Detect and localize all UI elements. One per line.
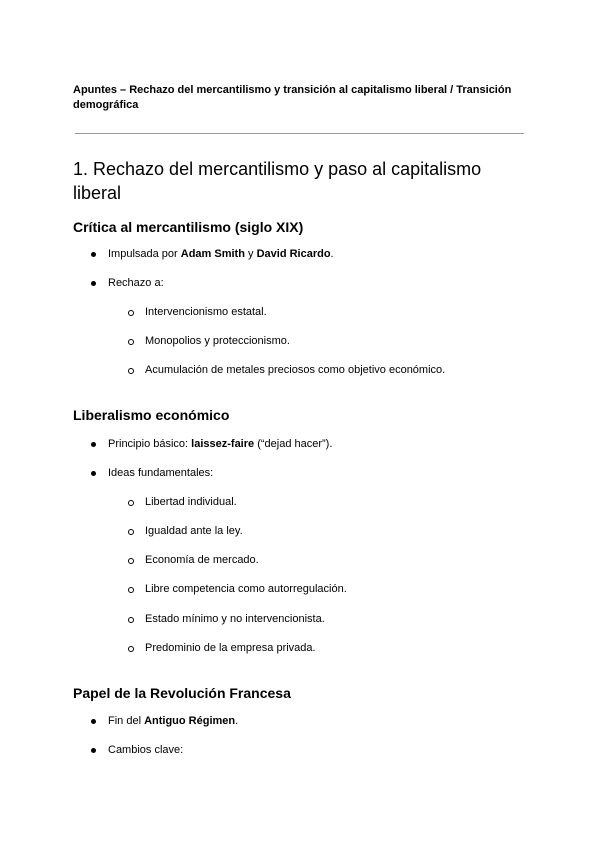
bullet-circle-icon (128, 558, 134, 564)
list-item: Fin del Antiguo Régimen. (108, 715, 239, 727)
key-term: Antiguo Régimen (144, 715, 236, 727)
subheading-critica: Crítica al mercantilismo (siglo XIX) (73, 219, 304, 235)
horizontal-rule (75, 133, 524, 134)
author-name: David Ricardo (256, 248, 331, 260)
bullet-circle-icon (128, 339, 134, 345)
sub-list-item: Acumulación de metales preciosos como objetivo económico. (145, 364, 446, 376)
subheading-liberalismo: Liberalismo económico (73, 407, 230, 423)
bullet-disc-icon (91, 471, 96, 476)
sub-list-item: Intervencionismo estatal. (145, 306, 267, 318)
bullet-disc-icon (91, 748, 96, 753)
bullet-disc-icon (91, 252, 96, 257)
sub-list-item: Estado mínimo y no intervencionista. (145, 613, 325, 625)
bullet-disc-icon (91, 442, 96, 447)
bullet-circle-icon (128, 500, 134, 506)
list-item: Rechazo a: (108, 277, 164, 289)
list-item: Cambios clave: (108, 744, 184, 756)
bullet-circle-icon (128, 310, 134, 316)
sub-list-item: Libre competencia como autorregulación. (145, 583, 347, 595)
sub-list-item: Monopolios y proteccionismo. (145, 335, 290, 347)
document-header-title: Apuntes – Rechazo del mercantilismo y transición al capitalismo liberal / Transición demográfica (73, 84, 512, 111)
list-item: Principio básico: laissez-faire (“dejad hacer”). (108, 438, 333, 450)
sub-list-item: Economía de mercado. (145, 554, 259, 566)
bullet-disc-icon (91, 281, 96, 286)
sub-list-item: Igualdad ante la ley. (145, 525, 243, 537)
list-item: Ideas fundamentales: (108, 467, 214, 479)
bullet-circle-icon (128, 529, 134, 535)
bullet-circle-icon (128, 617, 134, 623)
list-item: Impulsada por Adam Smith y David Ricardo. (108, 248, 334, 260)
bullet-circle-icon (128, 368, 134, 374)
sub-list-item: Libertad individual. (145, 496, 237, 508)
sub-list-item: Predominio de la empresa privada. (145, 642, 316, 654)
subheading-revolucion: Papel de la Revolución Francesa (73, 685, 291, 701)
bullet-circle-icon (128, 587, 134, 593)
author-name: Adam Smith (180, 248, 245, 260)
key-term: laissez-faire (191, 438, 255, 450)
bullet-disc-icon (91, 719, 96, 724)
section-heading: 1. Rechazo del mercantilismo y paso al capitalismo liberal (73, 159, 482, 203)
bullet-circle-icon (128, 646, 134, 652)
